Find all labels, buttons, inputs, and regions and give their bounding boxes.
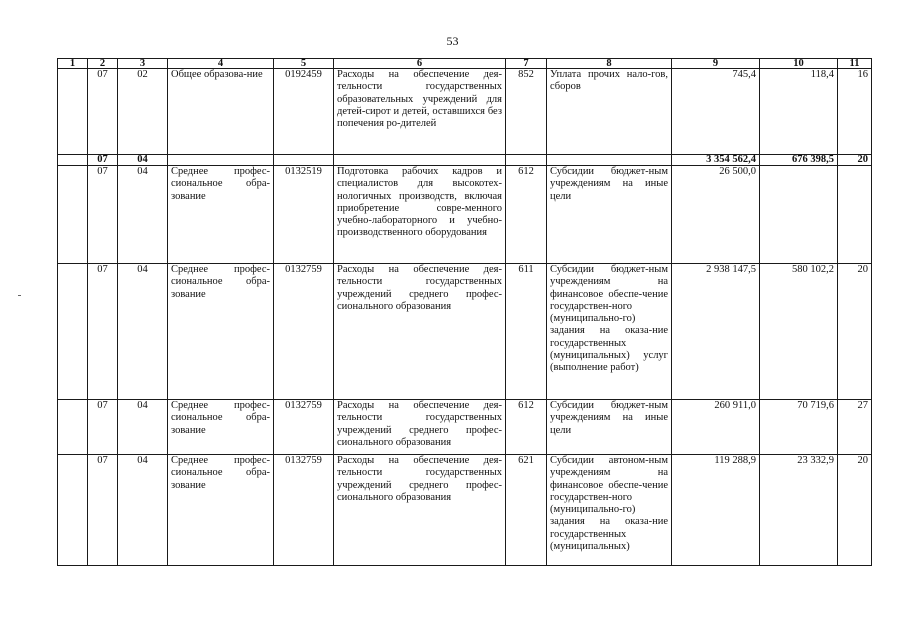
cell-amount-2: 580 102,2 (760, 264, 838, 400)
cell-subsection: 02 (118, 69, 168, 155)
cell-expense-type: 611 (506, 264, 547, 400)
cell-col1 (58, 400, 88, 455)
cell-amount-2: 118,4 (760, 69, 838, 155)
cell-description: Подготовка рабочих кадров и специалистов для высокотех-нологичных производств, включая приобретение совре-менного учебно-лабораторного и учебно-производственного оборудования (334, 166, 506, 264)
cell-name: Общее образова-ние (168, 69, 274, 155)
cell-section: 07 (88, 166, 118, 264)
cell-section: 07 (88, 155, 118, 166)
cell-amount: 119 288,9 (672, 455, 760, 566)
cell-amount: 260 911,0 (672, 400, 760, 455)
cell-amount-2: 676 398,5 (760, 155, 838, 166)
cell-col1 (58, 155, 88, 166)
header-cell: 8 (547, 59, 672, 69)
cell-expense-name: Субсидии автоном-ным учреждениям на финансовое обеспе-чение государствен-ного (муниципально-го) задания на оказа-ние государственных (муниципальных) (547, 455, 672, 566)
cell-target-code: 0192459 (274, 69, 334, 155)
cell-target-code (274, 155, 334, 166)
cell-col11: 27 (838, 400, 872, 455)
cell-expense-type: 852 (506, 69, 547, 155)
header-cell: 10 (760, 59, 838, 69)
cell-target-code: 0132759 (274, 264, 334, 400)
table-row (58, 166, 872, 264)
header-cell: 11 (838, 59, 872, 69)
cell-expense-name: Субсидии бюджет-ным учреждениям на иные цели (547, 166, 672, 264)
table-row (58, 455, 872, 566)
cell-amount: 745,4 (672, 69, 760, 155)
cell-expense-name: Субсидии бюджет-ным учреждениям на иные цели (547, 400, 672, 455)
scan-speck (18, 295, 21, 296)
cell-col11: 16 (838, 69, 872, 155)
cell-subsection: 04 (118, 455, 168, 566)
cell-name (168, 155, 274, 166)
cell-description (334, 155, 506, 166)
cell-section: 07 (88, 69, 118, 155)
cell-name: Среднее профес-сиональное обра-зование (168, 264, 274, 400)
cell-amount-2 (760, 166, 838, 264)
cell-description: Расходы на обеспечение дея-тельности государственных учреждений среднего профес-сионального образования (334, 455, 506, 566)
header-cell: 4 (168, 59, 274, 69)
cell-target-code: 0132519 (274, 166, 334, 264)
cell-amount-2: 70 719,6 (760, 400, 838, 455)
cell-subsection: 04 (118, 166, 168, 264)
cell-description: Расходы на обеспечение дея-тельности государственных образовательных учреждений для детей-сирот и детей, оставшихся без попечения ро-дителей (334, 69, 506, 155)
cell-col11: 20 (838, 455, 872, 566)
cell-section: 07 (88, 400, 118, 455)
table-row (58, 264, 872, 400)
cell-col1 (58, 455, 88, 566)
cell-col1 (58, 69, 88, 155)
cell-col11 (838, 166, 872, 264)
cell-name: Среднее профес-сиональное обра-зование (168, 400, 274, 455)
cell-col11: 20 (838, 264, 872, 400)
header-cell: 6 (334, 59, 506, 69)
header-cell: 3 (118, 59, 168, 69)
header-cell: 7 (506, 59, 547, 69)
cell-col11: 20 (838, 155, 872, 166)
cell-subsection: 04 (118, 400, 168, 455)
cell-description: Расходы на обеспечение дея-тельности государственных учреждений среднего профес-сионального образования (334, 264, 506, 400)
cell-expense-name (547, 155, 672, 166)
cell-expense-type: 612 (506, 400, 547, 455)
cell-col1 (58, 166, 88, 264)
table-row (58, 400, 872, 455)
page-number: 53 (446, 34, 459, 48)
cell-expense-name: Субсидии бюджет-ным учреждениям на финансовое обеспе-чение государствен-ного (муниципально-го) задания на оказа-ние государственных (муниципальных) услуг (выполнение работ) (547, 264, 672, 400)
cell-target-code: 0132759 (274, 400, 334, 455)
cell-target-code: 0132759 (274, 455, 334, 566)
cell-amount: 3 354 562,4 (672, 155, 760, 166)
table-row (58, 69, 872, 155)
header-cell: 2 (88, 59, 118, 69)
cell-amount: 26 500,0 (672, 166, 760, 264)
cell-amount: 2 938 147,5 (672, 264, 760, 400)
header-cell: 1 (58, 59, 88, 69)
cell-expense-name: Уплата прочих нало-гов, сборов (547, 69, 672, 155)
header-row (58, 59, 872, 69)
cell-section: 07 (88, 455, 118, 566)
header-cell: 5 (274, 59, 334, 69)
cell-amount-2: 23 332,9 (760, 455, 838, 566)
cell-name: Среднее профес-сиональное обра-зование (168, 166, 274, 264)
cell-expense-type: 612 (506, 166, 547, 264)
cell-expense-type (506, 155, 547, 166)
cell-subsection: 04 (118, 264, 168, 400)
cell-subsection: 04 (118, 155, 168, 166)
subtotal-row (58, 155, 872, 166)
cell-col1 (58, 264, 88, 400)
cell-description: Расходы на обеспечение дея-тельности государственных учреждений среднего профес-сионального образования (334, 400, 506, 455)
cell-section: 07 (88, 264, 118, 400)
header-cell: 9 (672, 59, 760, 69)
budget-table (57, 58, 872, 566)
cell-expense-type: 621 (506, 455, 547, 566)
cell-name: Среднее профес-сиональное обра-зование (168, 455, 274, 566)
